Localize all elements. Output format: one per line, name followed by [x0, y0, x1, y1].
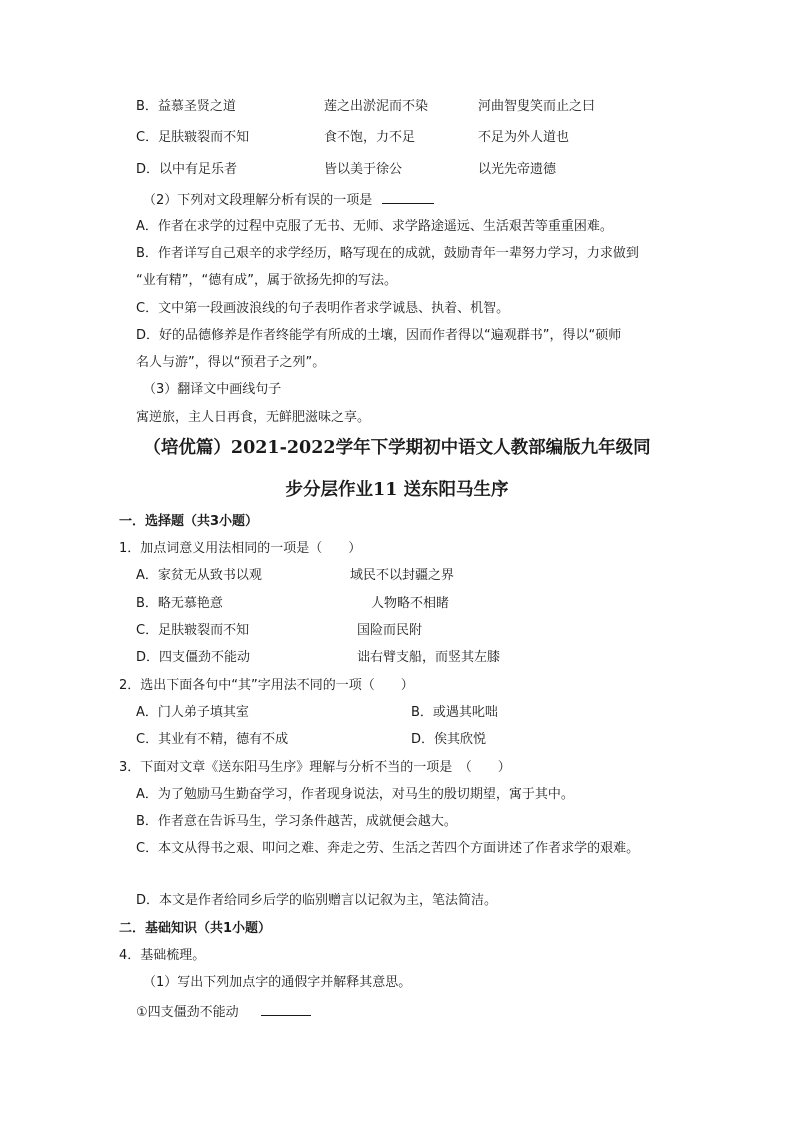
prev-q2-option-b-line2: “业有精”，“德有成”，属于欲扬先抑的写法。 [136, 273, 397, 288]
q4-item1-line [136, 1003, 311, 1021]
q4-sub1: （1）写出下列加点字的通假字并解释其意思。 [143, 975, 412, 990]
answer-blank[interactable] [261, 1003, 311, 1016]
q1-stem: 1．加点词意义用法相同的一项是（ ） [119, 541, 362, 556]
prev-q2-option-d-line2: 名人与游”，得以“预君子之列”。 [136, 355, 326, 370]
q2-option-c: C．其业有不精，德有不成 [136, 732, 289, 747]
prev-q2-stem: （2）下列对文段理解分析有误的一项是 [143, 193, 373, 208]
q1-option-b-right: 人物略不相睹 [371, 596, 450, 611]
q2-stem: 2．选出下面各句中“其”字用法不同的一项（ ） [119, 678, 414, 693]
q1-option-c-right: 国险而民附 [357, 623, 423, 638]
prev-q2-option-a: A．作者在求学的过程中克服了无书、无师、求学路途遥远、生活艰苦等重重困难。 [136, 219, 613, 234]
q-option-b-col1: B．益慕圣贤之道 [136, 99, 236, 114]
prev-q3-text: 寓逆旅，主人日再食，无鲜肥滋味之享。 [136, 410, 371, 425]
q-option-d-col3: 以光先帝遗德 [478, 162, 557, 177]
q-option-d-col2: 皆以美于徐公 [324, 162, 403, 177]
q-option-c-col1: C．足肤皲裂而不知 [136, 130, 250, 145]
q3-option-d: D．本文是作者给同乡后学的临别赠言以记叙为主，笔法简洁。 [136, 893, 498, 908]
q3-option-b: B．作者意在告诉马生，学习条件越苦，成就便会越大。 [136, 814, 457, 829]
q1-option-a-left: A．家贫无从致书以观 [136, 568, 262, 583]
prev-q2-stem-line [143, 191, 434, 209]
prev-q2-option-d-line1: D．好的品德修养是作者终能学有所成的土壤，因而作者得以“遍观群书”，得以“硕师 [136, 328, 622, 343]
q1-option-a-right: 域民不以封疆之界 [350, 568, 455, 583]
answer-blank[interactable] [382, 191, 434, 204]
q2-option-d: D．俟其欣悦 [411, 732, 487, 747]
q1-option-d-left: D．四支僵劲不能动 [136, 650, 251, 665]
section-heading-choice: 一．选择题（共3小题） [119, 514, 259, 529]
prev-q3-stem: （3）翻译文中画线句子 [143, 382, 282, 397]
q4-stem: 4．基础梳理。 [119, 948, 206, 963]
q3-option-a: A．为了勉励马生勤奋学习，作者现身说法，对马生的殷切期望，寓于其中。 [136, 787, 574, 802]
q1-option-d-right: 诎右臂支船，而竖其左膝 [357, 650, 501, 665]
q1-option-b-left: B．略无慕艳意 [136, 596, 223, 611]
q1-option-c-left: C．足肤皲裂而不知 [136, 623, 250, 638]
q-option-b-col3: 河曲智叟笑而止之曰 [478, 99, 596, 114]
q2-option-b: B．或遇其叱咄 [411, 705, 498, 720]
q3-option-c: C．本文从得书之艰、叩问之难、奔走之劳、生活之苦四个方面讲述了作者求学的艰难。 [136, 841, 640, 856]
q-option-c-col3: 不足为外人道也 [478, 130, 570, 145]
q-option-c-col2: 食不饱，力不足 [324, 130, 416, 145]
q-option-b-col2: 莲之出淤泥而不染 [324, 99, 429, 114]
worksheet-title-line1: （培优篇）2021-2022学年下学期初中语文人教部编版九年级同 [143, 438, 651, 458]
q-option-d-col1: D．以中有足乐者 [136, 162, 238, 177]
section-heading-basics: 二．基础知识（共1小题） [119, 921, 272, 936]
prev-q2-option-c: C．文中第一段画波浪线的句子表明作者求学诚恳、执着、机智。 [136, 301, 510, 316]
q3-stem: 3．下面对文章《送东阳马生序》理解与分析不当的一项是 （ ） [119, 760, 511, 775]
worksheet-title-line2: 步分层作业11 送东阳马生序 [285, 480, 509, 500]
q4-item1: ①四支僵劲不能动 [136, 1005, 239, 1020]
prev-q2-option-b-line1: B．作者详写自己艰辛的求学经历，略写现在的成就，鼓励青年一辈努力学习，力求做到 [136, 246, 639, 261]
q2-option-a: A．门人弟子填其室 [136, 705, 249, 720]
